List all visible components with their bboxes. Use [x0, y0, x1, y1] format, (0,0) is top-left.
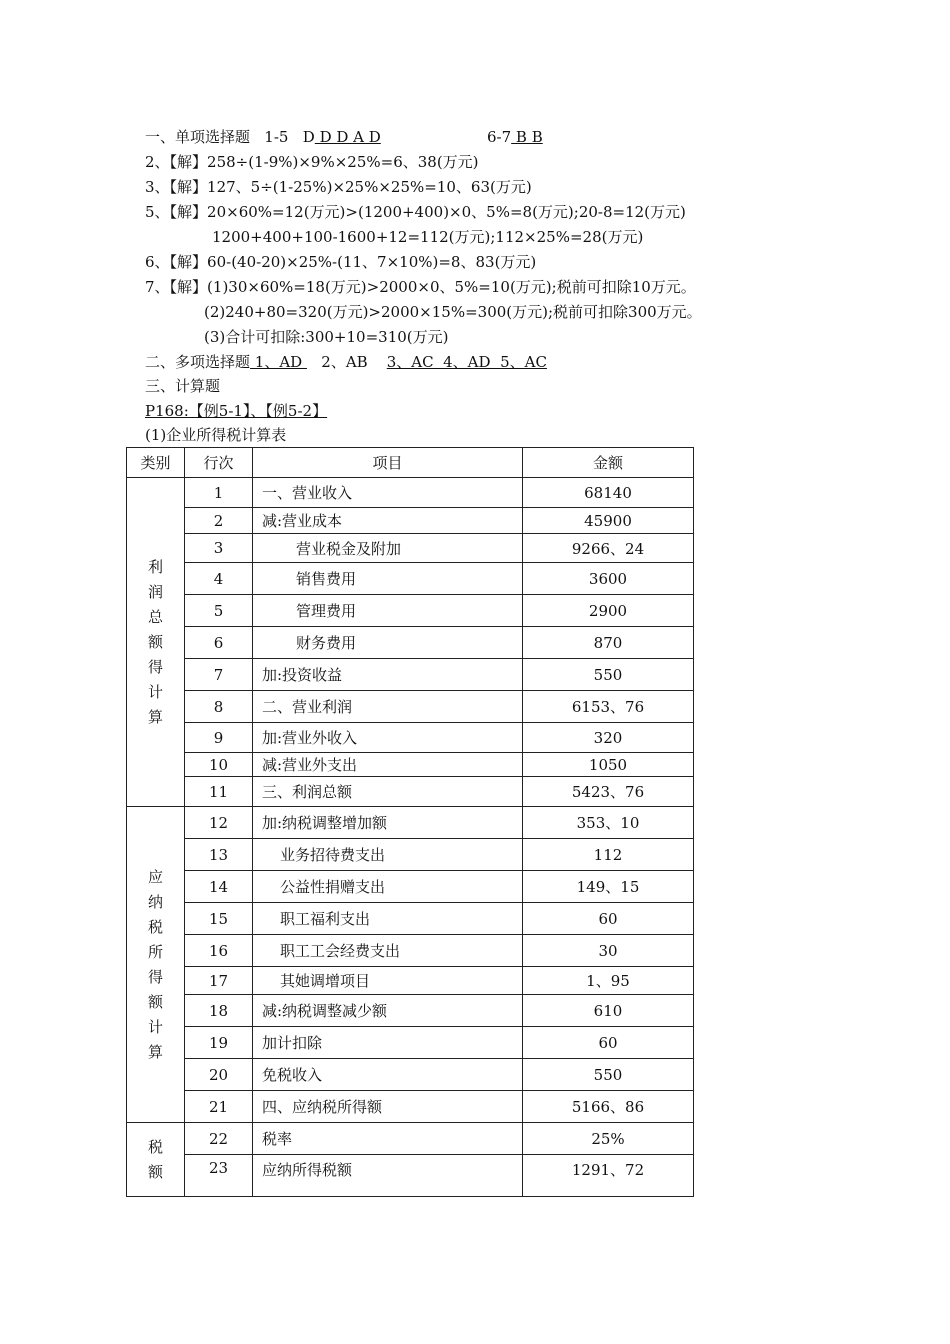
row-item: 加计扣除	[253, 1027, 523, 1059]
row-amount: 30	[523, 935, 694, 967]
table-row	[127, 903, 694, 935]
row-item: 减:营业成本	[253, 508, 523, 534]
table-row	[127, 777, 694, 807]
table-row	[127, 871, 694, 903]
multi-choice-label: 二、多项选择题	[145, 353, 251, 371]
row-number: 1	[185, 478, 253, 508]
multi-choice-answer-1: 1、AD	[250, 353, 307, 371]
table-row	[127, 691, 694, 723]
row-number: 2	[185, 508, 253, 534]
row-amount: 25%	[523, 1123, 694, 1155]
row-amount: 1050	[523, 753, 694, 777]
category-profit-total: 利 润 总 额 得 计 算	[127, 478, 185, 807]
row-amount: 9266、24	[523, 534, 694, 563]
row-amount: 6153、76	[523, 691, 694, 723]
header-category: 类别	[127, 448, 185, 478]
row-number: 6	[185, 627, 253, 659]
row-item: 四、应纳税所得额	[253, 1091, 523, 1123]
table-row	[127, 967, 694, 995]
table-row	[127, 839, 694, 871]
row-amount: 550	[523, 659, 694, 691]
table-row	[127, 1155, 694, 1197]
table-row	[127, 627, 694, 659]
row-number: 3	[185, 534, 253, 563]
table-row	[127, 753, 694, 777]
category-tax-amount: 税 额	[127, 1123, 185, 1197]
row-amount: 610	[523, 995, 694, 1027]
single-choice-label: 一、单项选择题 1-5 D	[145, 128, 315, 146]
row-number: 15	[185, 903, 253, 935]
row-item: 应纳所得税额	[253, 1155, 523, 1197]
table-row	[127, 807, 694, 839]
row-amount: 68140	[523, 478, 694, 508]
row-number: 22	[185, 1123, 253, 1155]
row-number: 21	[185, 1091, 253, 1123]
multi-choice-answer-2: 2、AB	[306, 353, 387, 371]
row-amount: 60	[523, 1027, 694, 1059]
row-item: 加:投资收益	[253, 659, 523, 691]
row-item: 公益性捐赠支出	[253, 871, 523, 903]
row-number: 9	[185, 723, 253, 753]
table-row	[127, 534, 694, 563]
row-item: 加:营业外收入	[253, 723, 523, 753]
row-amount: 550	[523, 1059, 694, 1091]
row-item: 三、利润总额	[253, 777, 523, 807]
row-number: 20	[185, 1059, 253, 1091]
table-row	[127, 723, 694, 753]
row-number: 13	[185, 839, 253, 871]
answer-line-single-choice-6-7	[487, 127, 543, 147]
row-amount: 2900	[523, 595, 694, 627]
row-number: 18	[185, 995, 253, 1027]
row-amount: 320	[523, 723, 694, 753]
row-number: 16	[185, 935, 253, 967]
table-row	[127, 1123, 694, 1155]
table-row	[127, 563, 694, 595]
row-item: 减:纳税调整减少额	[253, 995, 523, 1027]
row-number: 17	[185, 967, 253, 995]
solution-5-line-2: 1200+400+100-1600+12=112(万元);112×25%=28(万元)	[212, 228, 644, 246]
row-amount: 353、10	[523, 807, 694, 839]
row-number: 5	[185, 595, 253, 627]
row-item: 业务招待费支出	[253, 839, 523, 871]
row-item: 其她调增项目	[253, 967, 523, 995]
row-number: 10	[185, 753, 253, 777]
row-item: 免税收入	[253, 1059, 523, 1091]
row-item: 销售费用	[253, 563, 523, 595]
solution-7-line-3: (3)合计可扣除:300+10=310(万元)	[204, 328, 449, 346]
row-item: 管理费用	[253, 595, 523, 627]
table-row	[127, 1059, 694, 1091]
row-amount: 149、15	[523, 871, 694, 903]
table-title: (1)企业所得税计算表	[145, 426, 287, 444]
row-item: 二、营业利润	[253, 691, 523, 723]
table-row	[127, 995, 694, 1027]
table-row	[127, 478, 694, 508]
row-number: 7	[185, 659, 253, 691]
row-amount: 870	[523, 627, 694, 659]
row-item: 减:营业外支出	[253, 753, 523, 777]
row-amount: 5166、86	[523, 1091, 694, 1123]
row-item: 职工工会经费支出	[253, 935, 523, 967]
header-row-number: 行次	[185, 448, 253, 478]
solution-6: 6、【解】60-(40-20)×25%-(11、7×10%)=8、83(万元)	[145, 253, 537, 271]
row-amount: 5423、76	[523, 777, 694, 807]
multi-choice-answers-3-5: 3、AC 4、AD 5、AC	[386, 353, 547, 371]
solution-7-line-1: 7、【解】(1)30×60%=18(万元)>2000×0、5%=10(万元);税前可扣除10万元。	[145, 278, 696, 296]
answer-line-single-choice	[145, 127, 381, 147]
row-number: 4	[185, 563, 253, 595]
row-item: 职工福利支出	[253, 903, 523, 935]
row-number: 12	[185, 807, 253, 839]
category-taxable-income: 应 纳 税 所 得 额 计 算	[127, 807, 185, 1123]
row-number: 11	[185, 777, 253, 807]
solution-7-line-2: (2)240+80=320(万元)>2000×15%=300(万元);税前可扣除300万元。	[204, 303, 702, 321]
header-item: 项目	[253, 448, 523, 478]
table-row	[127, 1091, 694, 1123]
table-row	[127, 1027, 694, 1059]
table-row	[127, 508, 694, 534]
row-number: 19	[185, 1027, 253, 1059]
row-amount: 1、95	[523, 967, 694, 995]
p168-reference: P168:【例5-1】、【例5-2】	[145, 402, 328, 420]
row-number: 8	[185, 691, 253, 723]
row-item: 一、营业收入	[253, 478, 523, 508]
row-item: 加:纳税调整增加额	[253, 807, 523, 839]
calculation-heading: 三、计算题	[145, 377, 221, 395]
solution-3: 3、【解】127、5÷(1-25%)×25%×25%=10、63(万元)	[145, 178, 532, 196]
single-choice-range-6-7: 6-7	[487, 128, 512, 146]
header-amount: 金额	[523, 448, 694, 478]
tax-calculation-table	[126, 447, 694, 1197]
row-amount: 3600	[523, 563, 694, 595]
table-row	[127, 595, 694, 627]
answer-line-multi-choice	[145, 352, 547, 372]
table-row	[127, 659, 694, 691]
row-amount: 45900	[523, 508, 694, 534]
single-choice-answers-1-5: D D A D	[314, 128, 381, 146]
table-row	[127, 935, 694, 967]
row-amount: 112	[523, 839, 694, 871]
row-number: 23	[185, 1155, 253, 1197]
row-item: 财务费用	[253, 627, 523, 659]
row-item: 税率	[253, 1123, 523, 1155]
solution-2: 2、【解】258÷(1-9%)×9%×25%=6、38(万元)	[145, 153, 479, 171]
row-number: 14	[185, 871, 253, 903]
row-item: 营业税金及附加	[253, 534, 523, 563]
row-amount: 60	[523, 903, 694, 935]
table-header-row	[127, 448, 694, 478]
row-amount: 1291、72	[523, 1155, 694, 1197]
solution-5-line-1: 5、【解】20×60%=12(万元)>(1200+400)×0、5%=8(万元);20-8=12(万元)	[145, 203, 686, 221]
single-choice-answers-6-7: B B	[511, 128, 543, 146]
